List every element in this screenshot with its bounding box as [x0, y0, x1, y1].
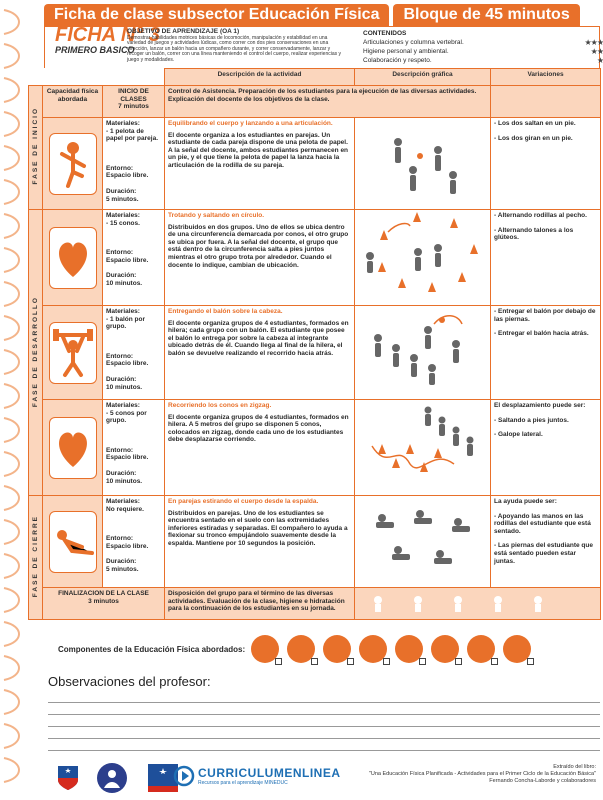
activity-row — [29, 496, 601, 588]
ficha-box — [45, 24, 161, 67]
variation-item: - Apoyando las manos en las rodillas del estudiante que está sentado. — [494, 512, 591, 535]
phase-development: FASE DE DESARROLLO — [29, 210, 43, 496]
variation-item: - Galope lateral. — [494, 431, 543, 439]
start-time: 7 minutos — [118, 103, 149, 111]
learning-objective — [127, 29, 347, 64]
column-header-capacity: Capacidad física abordada — [43, 86, 103, 118]
curriculum-brand — [198, 766, 341, 786]
end-label-cell — [43, 588, 165, 620]
brand-tagline: Recursos para el aprendizaje MINEDUC — [198, 780, 288, 786]
variation-item: - Alternando rodillas al pecho. — [494, 212, 587, 219]
start-text: Control de Asistencia. Preparación de los estudiantes para la ejecución de las diversas actividades. Explicación del docente de los objetivos de la clase. — [165, 86, 491, 118]
components-label: Componentes de la Educación Física abordados: — [58, 644, 246, 654]
graphic-cell — [355, 210, 491, 306]
contents-list — [363, 29, 603, 65]
materials-cell — [103, 306, 165, 400]
content-label: Higiene personal y ambiental. — [363, 48, 449, 55]
observation-line[interactable] — [48, 726, 600, 727]
phase-start: FASE DE INICIO — [29, 86, 43, 210]
content-item — [363, 47, 603, 56]
start-label: INICIO DE CLASES — [118, 88, 149, 103]
activity-text: Distribuidos en parejas. Uno de los estudiantes se encuentra sentado en el suelo con las extremidades inferiores estiradas y separadas. El compañero lo ayuda a flexionar su tronco empujándolo suavemente desde la espalda. Mantiene por 10 segundos la posición. — [168, 509, 348, 547]
component-icon — [395, 635, 423, 663]
activity-row — [29, 306, 601, 400]
activity-cell — [165, 118, 355, 210]
balance-figure-icon — [56, 140, 90, 188]
component-icon — [431, 635, 459, 663]
content-item — [363, 38, 603, 47]
grade-label: PRIMERO BASICO — [55, 45, 135, 55]
activity-table — [28, 68, 601, 620]
education-program-logo — [94, 762, 130, 794]
content-label: Colaboración y respeto. — [363, 57, 432, 64]
source-line: Extraído del libro: — [553, 764, 596, 770]
end-time: 3 minutos — [88, 597, 119, 605]
variation-item: - Los dos giran en un pie. — [494, 134, 573, 142]
start-row — [29, 86, 601, 118]
star-rating: ★★ — [590, 47, 603, 56]
environment: Entorno: Espacio libre. — [106, 164, 149, 180]
footer — [46, 756, 600, 796]
environment: Entorno: Espacio libre. — [106, 535, 149, 550]
activity-text: El docente organiza grupos de 4 estudiantes, formados en hilera; cada grupo con un balón. El estudiante que posee el balón lo entrega por sobre la cabeza al integrante ubicado detrás de él. Cuando llega al final de la hilera, el balón se devuelve realizando el recorrido hacia atrás. — [168, 319, 349, 357]
observation-line[interactable] — [48, 702, 600, 703]
phase-closing: FASE DE CIERRE — [29, 496, 43, 620]
content-item — [363, 56, 603, 65]
capacity-picture — [43, 118, 103, 210]
component-icon — [503, 635, 531, 663]
duration: Duración: 5 minutos. — [106, 558, 139, 573]
activity-title: Equilibrando el cuerpo y lanzando a una articulación. — [168, 120, 333, 127]
variation-item: - Los dos saltan en un pie. — [494, 120, 576, 127]
chile-coat-of-arms-logo — [56, 762, 80, 792]
duration: Duración: 10 minutos. — [106, 272, 143, 287]
end-label: FINALIZACION DE LA CLASE — [58, 590, 149, 597]
environment: Entorno: Espacio libre. — [106, 446, 149, 462]
variation-item: - Entregar el balón por debajo de las piernas. — [494, 308, 596, 323]
environment: Entorno: Espacio libre. — [106, 249, 149, 264]
activity-cell — [165, 400, 355, 496]
activity-text: Distribuidos en dos grupos. Uno de ellos se ubica dentro de una circunferencia demarcada por conos, el otro grupo se ubica por fuera. A la señal del docente, el grupo que está dentro de la circunferencia salta a pies juntos mientras el otro grupo trota por alrededor. Cuando el docente lo indique, cambian de ubicación. — [168, 223, 349, 269]
curriculum-logo-icon — [174, 766, 194, 786]
variations-cell — [491, 118, 601, 210]
component-icon — [323, 635, 351, 663]
variation-item: - Entregar el balón hacia atrás. — [494, 330, 589, 338]
objective-title: OBJETIVO DE APRENDIZAJE (OA 1) — [127, 28, 240, 35]
activity-text: El docente organiza grupos de 4 estudiantes, formados en hilera. A 5 metros del grupo se disponen 5 conos, colocados en zigzag, donde cada uno de los estudiantes debe desplazarse corriendo. — [168, 413, 349, 444]
sheet-title: Ficha de clase subsector Educación Física — [44, 4, 389, 26]
end-row — [29, 588, 601, 620]
capacity-picture — [43, 496, 103, 588]
title-bar — [44, 4, 600, 26]
start-label-cell — [103, 86, 165, 118]
source-line: "Una Educación Física Planificada - Actividades para el Primer Ciclo de la Educación Básica" — [368, 771, 596, 777]
capacity-picture — [43, 306, 103, 400]
star-rating: ★ — [596, 56, 603, 65]
closing-activities-icons — [358, 592, 578, 612]
activity-title: Trotando y saltando en círculo. — [168, 212, 265, 219]
activity-row — [29, 210, 601, 306]
observation-line[interactable] — [48, 714, 600, 715]
duration: Duración: 10 minutos. — [106, 469, 143, 485]
activity-title: Recorriendo los conos en zigzag. — [168, 402, 272, 409]
activity-cell — [165, 496, 355, 588]
component-icon — [467, 635, 495, 663]
components-row — [58, 632, 600, 666]
heart-icon — [54, 235, 92, 281]
spiral-binding — [0, 0, 28, 800]
graphic-cell — [355, 118, 491, 210]
source-line: Fernando Concha-Laborde y colaboradores — [489, 778, 596, 784]
variations-cell — [491, 210, 601, 306]
activity-title: Entregando el balón sobre la cabeza. — [168, 308, 283, 315]
materials: Materiales: - 1 pelota de papel por pareja. — [106, 120, 159, 143]
variations-cell — [491, 306, 601, 400]
end-text: Disposición del grupo para el término de las diversas actividades. Evaluación de la clase, higiene e hidratación para la continuación de los estudiantes en su jornada. — [165, 588, 355, 620]
materials: Materiales: - 5 conos por grupo. — [106, 402, 147, 425]
materials: Materiales: - 15 conos. — [106, 212, 140, 227]
end-icons — [355, 588, 601, 620]
objective-text: Demostrar habilidades motrices básicas de locomoción, manipulación y estabilidad en una variedad de juegos y actividades lúdicas, como correr con dos pies conservaciones en una dirección, lanzar un balón hacia un compañero durante, y correr conservadamente, lanzar y recoger un balón, correr con una línea manteniendo el control del cuerpo, realizar experiencias y juego y modalidades. — [127, 34, 342, 63]
ball-pass-line-illustration — [358, 308, 488, 388]
activity-text: El docente organiza a los estudiantes en parejas. Un estudiante de cada pareja dispone de una pelota de papel. A la señal del docente, ambos estudiantes permanecen en un pie, y el que tiene la pelota de papel la lanza hacia la articulación de la rodilla de su pareja. — [168, 131, 349, 169]
pairs-throwing-illustration — [358, 120, 488, 200]
variation-item: El desplazamiento puede ser: — [494, 402, 586, 409]
circle-cones-illustration — [358, 212, 488, 296]
source-reference — [346, 764, 596, 785]
materials-cell — [103, 118, 165, 210]
partner-stretch-illustration — [358, 498, 488, 578]
materials-cell — [103, 400, 165, 496]
content-label: Articulaciones y columna vertebral. — [363, 39, 464, 46]
brand-name: CURRICULUMENLINEA — [198, 766, 341, 780]
zigzag-cones-illustration — [358, 402, 488, 486]
variation-item: La ayuda puede ser: — [494, 498, 557, 505]
variation-item: - Alternando talones a los glúteos. — [494, 226, 574, 242]
star-rating: ★★★ — [584, 38, 603, 47]
observation-line[interactable] — [48, 750, 600, 751]
materials: Materiales: No requiere. — [106, 498, 144, 513]
variations-cell — [491, 400, 601, 496]
duration: Duración: 10 minutos. — [106, 375, 143, 391]
stretching-figure-icon — [52, 527, 94, 557]
materials-cell — [103, 496, 165, 588]
graphic-cell — [355, 496, 491, 588]
duration: Duración: 5 minutos. — [106, 187, 139, 203]
component-icon — [287, 635, 315, 663]
start-empty — [491, 86, 601, 118]
activity-title: En parejas estirando el cuerpo desde la espalda. — [168, 498, 319, 505]
variation-item: - Saltando a pies juntos. — [494, 416, 569, 424]
materials-cell — [103, 210, 165, 306]
column-header-variations: Variaciones — [491, 69, 601, 86]
activity-cell — [165, 306, 355, 400]
table-header-row — [29, 69, 601, 86]
column-header-activity: Descripción de la actividad — [165, 69, 355, 86]
activity-row — [29, 400, 601, 496]
activity-row — [29, 118, 601, 210]
graphic-cell — [355, 306, 491, 400]
sheet-header — [44, 24, 603, 69]
environment: Entorno: Espacio libre. — [106, 352, 149, 368]
block-duration-title: Bloque de 45 minutos — [393, 4, 579, 26]
variation-item: - Las piernas del estudiante que está sentado pueden estar juntas. — [494, 542, 593, 565]
materials: Materiales: - 1 balón por grupo. — [106, 308, 145, 331]
ficha-number: FICHA N° 3 — [55, 24, 161, 46]
contents-title: CONTENIDOS — [363, 30, 407, 37]
capacity-picture — [43, 400, 103, 496]
activity-cell — [165, 210, 355, 306]
capacity-picture — [43, 210, 103, 306]
component-icon — [251, 635, 279, 663]
lesson-sheet — [26, 0, 603, 800]
heart-icon — [54, 425, 92, 471]
observations-title: Observaciones del profesor: — [48, 674, 211, 689]
column-header-graphic: Descripción gráfica — [355, 69, 491, 86]
observation-line[interactable] — [48, 738, 600, 739]
weightlifter-icon — [53, 329, 93, 377]
variations-cell — [491, 496, 601, 588]
component-icon — [359, 635, 387, 663]
graphic-cell — [355, 400, 491, 496]
